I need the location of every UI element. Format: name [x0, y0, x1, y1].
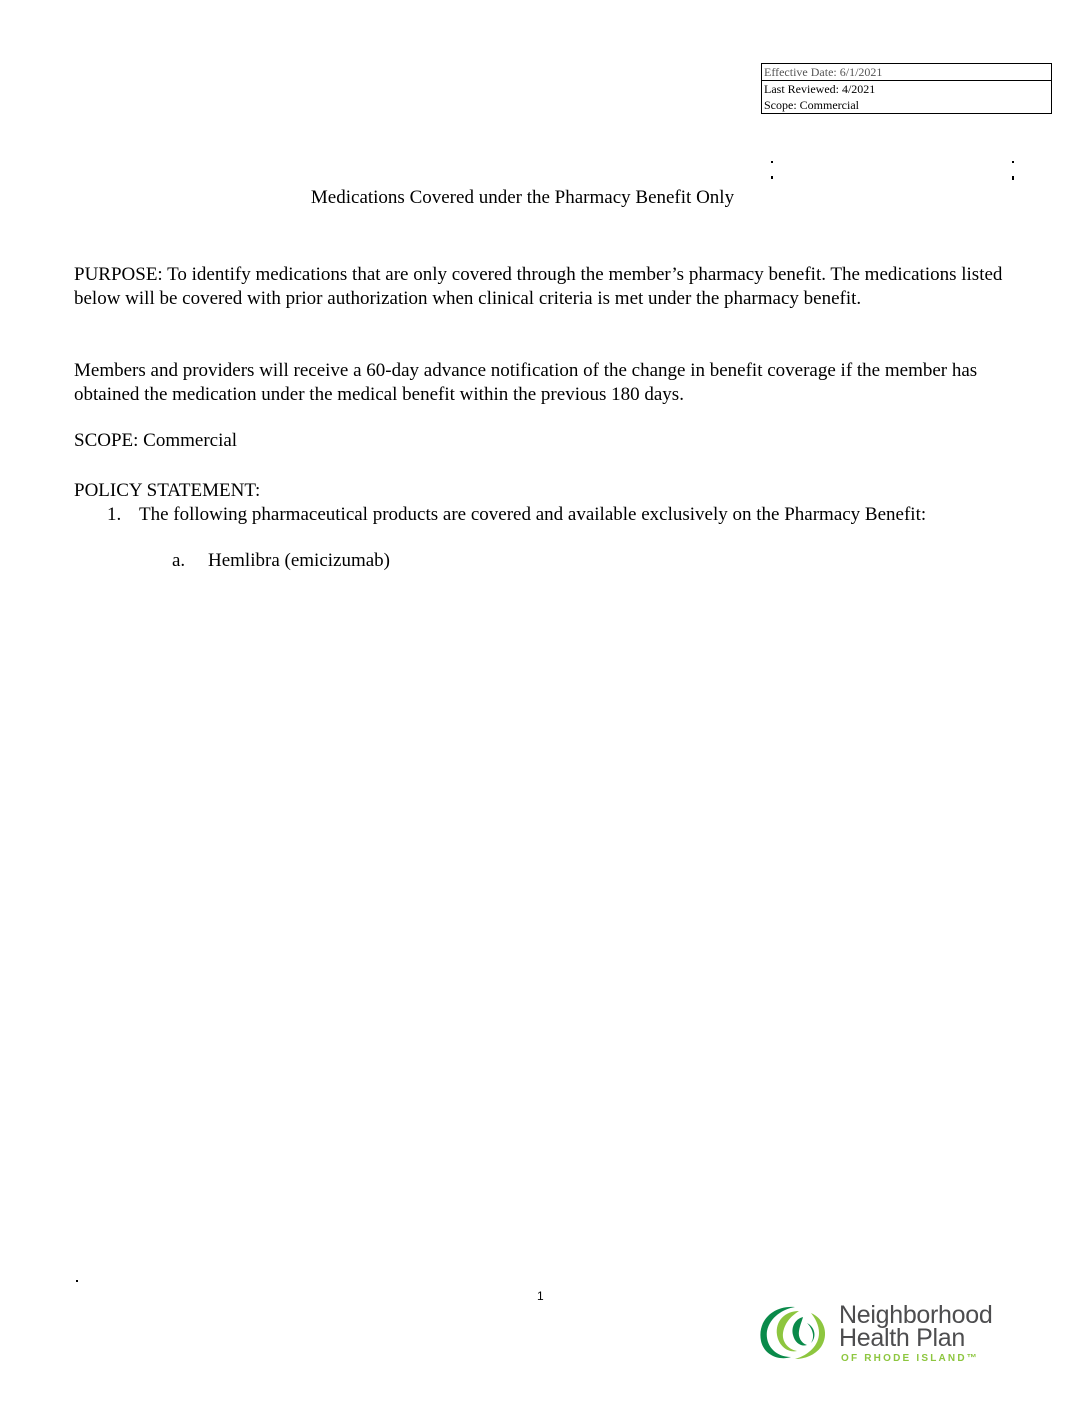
sub-list-item-text: Hemlibra (emicizumab) [208, 550, 391, 571]
policy-statement-heading: POLICY STATEMENT: [74, 480, 261, 501]
stray-mark [1012, 176, 1014, 180]
list-number: 1. [107, 504, 122, 525]
sub-list-letter: a. [172, 550, 186, 571]
neighborhood-health-plan-logo [755, 1303, 1025, 1363]
list-item-text: The following pharmaceutical products are covered and available exclusively on the Pharmacy Benefit: [139, 504, 927, 525]
scope-line: SCOPE: Commercial [74, 430, 238, 451]
logo-wordmark [839, 1301, 993, 1352]
logo-tagline: OF RHODE ISLAND™ [841, 1353, 979, 1364]
page-number: 1 [537, 1289, 544, 1303]
document-title [0, 187, 1089, 209]
purpose-paragraph: PURPOSE: To identify medications that are only covered through the member’s pharmacy benefit. The medications listed below will be covered with prior authorization when clinical criteria is met under the pharmacy benefit. [74, 264, 1003, 309]
stray-mark [771, 176, 773, 179]
last-reviewed: Last Reviewed: 4/2021 [764, 82, 876, 96]
stray-mark [1012, 161, 1014, 163]
document-title-text: Medications Covered under the Pharmacy Benefit Only [310, 187, 735, 208]
scope-label: Scope: Commercial [764, 98, 859, 112]
logo-line-1: Neighborhood [839, 1301, 993, 1329]
document-info-box [761, 63, 1052, 114]
stray-mark [771, 161, 773, 163]
logo-mark-icon [755, 1303, 833, 1363]
stray-dot [76, 1280, 78, 1282]
logo-line-2: Health Plan [839, 1324, 965, 1352]
notification-paragraph: Members and providers will receive a 60-day advance notification of the change in benefit coverage if the member has obtained the medication under the medical benefit within the previous 180 days. [74, 360, 978, 405]
effective-date: Effective Date: 6/1/2021 [762, 64, 1051, 81]
